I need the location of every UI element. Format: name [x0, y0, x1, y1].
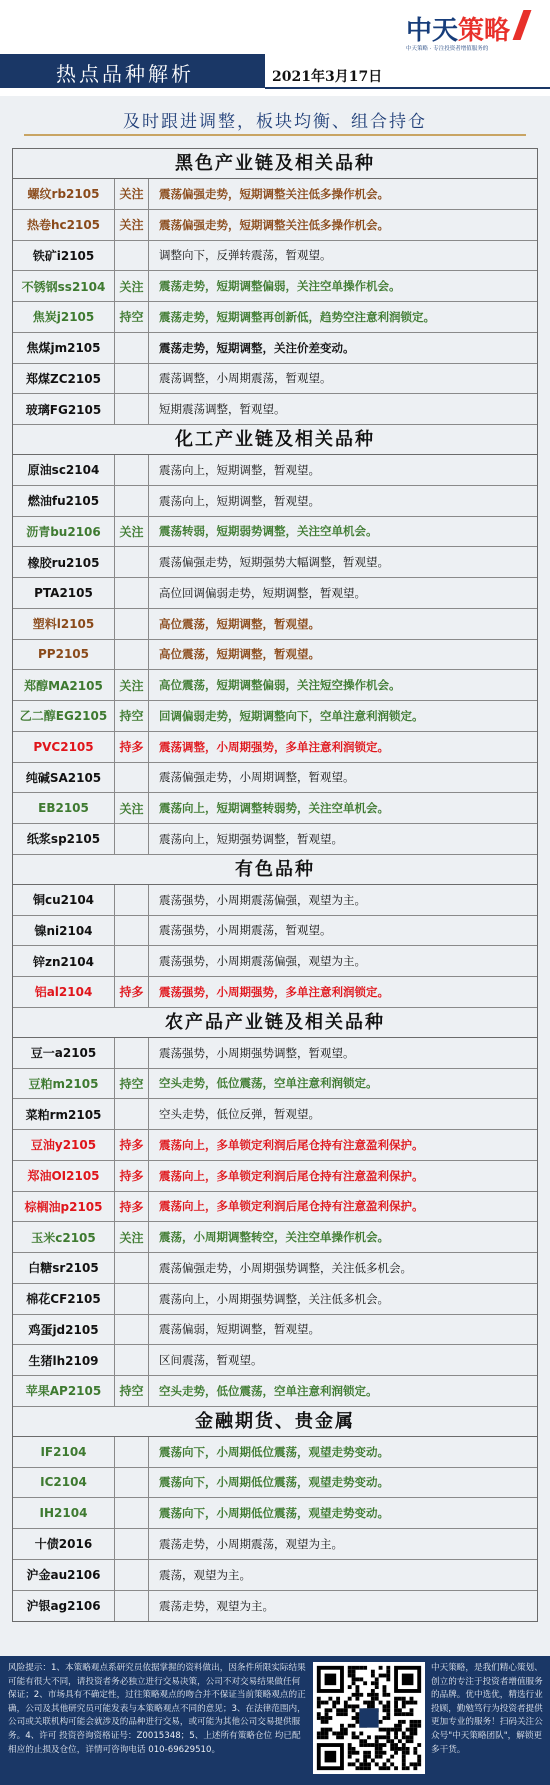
table-row	[13, 885, 537, 916]
contract-name: 铁矿i2105	[13, 241, 115, 271]
analysis-text: 震荡向上，小周期强势调整，关注低多机会。	[159, 1291, 389, 1306]
contract-name: 沪金au2106	[13, 1560, 115, 1590]
contract-name: IF2104	[13, 1437, 115, 1467]
analysis-text: 回调偏弱走势，短期调整向下，空单注意利润锁定。	[159, 708, 424, 723]
table-row	[13, 1560, 537, 1591]
analysis-text: 震荡强势，小周期震荡偏强，观望为主。	[159, 892, 366, 907]
analysis-text: 震荡转弱，短期弱势调整，关注空单机会。	[159, 524, 378, 539]
table-row	[13, 640, 537, 671]
analysis-text: 震荡向上，短期调整转弱势，关注空单机会。	[159, 801, 389, 816]
table-row	[13, 302, 537, 333]
position-tag	[115, 455, 149, 485]
position-tag	[115, 609, 149, 639]
brand-about: 中天策略，是我们精心策划、创立的专注于投资者增值服务的品牌。优中选优，精选行业投顾，勤勉笃行为投资者提供更加专业的服务！扫码关注公众号"中天策略团队"，解锁更多干货。	[431, 1663, 543, 1755]
table-row	[13, 793, 537, 824]
position-tag	[115, 241, 149, 271]
position-tag	[115, 394, 149, 424]
contract-name: 焦炭j2105	[13, 302, 115, 332]
analysis-text: 震荡，小周期调整转空，关注空单操作机会。	[159, 1230, 389, 1245]
position-tag	[115, 486, 149, 516]
analysis-text: 震荡向上，短期强势调整，暂观望。	[159, 831, 343, 846]
position-tag	[115, 1468, 149, 1498]
table-row	[13, 1161, 537, 1192]
analysis-text: 震荡向上，短期调整，暂观望。	[159, 462, 320, 477]
table-row	[13, 701, 537, 732]
table-row	[13, 732, 537, 763]
table-row	[13, 1099, 537, 1130]
page-title: 热点品种解析	[56, 62, 194, 86]
position-tag: 持空	[115, 701, 149, 731]
analysis-text: 震荡偏强走势，小周期强势调整，关注低多机会。	[159, 1260, 412, 1275]
contract-name: 焦煤jm2105	[13, 333, 115, 363]
table-row	[13, 1038, 537, 1069]
contract-name: 纸浆sp2105	[13, 824, 115, 854]
analysis-text: 震荡向上，多单锁定利润后尾仓持有注意盈利保护。	[159, 1137, 424, 1152]
logo-tagline: 中天策略 · 专注投资者增值服务的	[406, 46, 489, 52]
position-tag: 关注	[115, 1222, 149, 1252]
position-tag	[115, 916, 149, 946]
table-row	[13, 271, 537, 302]
analysis-text: 调整向下，反弹转震荡，暂观望。	[159, 248, 332, 263]
position-tag	[115, 1345, 149, 1375]
position-tag	[115, 1315, 149, 1345]
table-row	[13, 547, 537, 578]
contract-name: 生猪lh2109	[13, 1345, 115, 1375]
table-row	[13, 179, 537, 210]
analysis-text: 震荡向上，短期调整，暂观望。	[159, 493, 320, 508]
analysis-text: 高位回调偏弱走势，短期调整，暂观望。	[159, 585, 366, 600]
section-header: 有色品种	[13, 855, 537, 885]
table-row	[13, 1069, 537, 1100]
analysis-text: 震荡调整，小周期震荡，暂观望。	[159, 371, 332, 386]
analysis-text: 高位震荡，短期调整，暂观望。	[159, 647, 320, 662]
position-tag	[115, 1498, 149, 1528]
position-tag: 关注	[115, 793, 149, 823]
header	[0, 0, 550, 96]
qr-code-icon	[313, 1662, 425, 1774]
contract-name: 铝al2104	[13, 977, 115, 1007]
analysis-text: 震荡调整，小周期强势，多单注意利润锁定。	[159, 739, 389, 754]
contract-name: 塑料l2105	[13, 609, 115, 639]
contract-name: IC2104	[13, 1468, 115, 1498]
contract-name: 郑煤ZC2105	[13, 364, 115, 394]
analysis-text: 短期震荡调整，暂观望。	[159, 402, 286, 417]
contract-name: 十债2016	[13, 1529, 115, 1559]
contract-name: 镍ni2104	[13, 916, 115, 946]
table-row	[13, 1437, 537, 1468]
position-tag	[115, 885, 149, 915]
contract-name: 豆粕m2105	[13, 1069, 115, 1099]
analysis-text: 震荡走势，短期调整偏弱，关注空单操作机会。	[159, 279, 401, 294]
contract-name: 沥青bu2106	[13, 517, 115, 547]
contract-name: 豆油y2105	[13, 1130, 115, 1160]
table-row	[13, 1284, 537, 1315]
analysis-text: 震荡，观望为主。	[159, 1567, 251, 1582]
report-date: 2021年3月17日	[272, 69, 383, 85]
analysis-text: 震荡强势，小周期强势，多单注意利润锁定。	[159, 984, 389, 999]
table-row	[13, 946, 537, 977]
table-row	[13, 1130, 537, 1161]
contract-name: 苹果AP2105	[13, 1376, 115, 1406]
position-tag	[115, 1529, 149, 1559]
contract-name: 纯碱SA2105	[13, 763, 115, 793]
table-row	[13, 977, 537, 1008]
contract-name: 郑醇MA2105	[13, 670, 115, 700]
logo-slash-icon	[513, 10, 532, 40]
contract-name: EB2105	[13, 793, 115, 823]
contract-name: 原油sc2104	[13, 455, 115, 485]
position-tag	[115, 946, 149, 976]
table-row	[13, 364, 537, 395]
position-tag: 持空	[115, 302, 149, 332]
table-row	[13, 1192, 537, 1223]
position-tag	[115, 1253, 149, 1283]
position-tag	[115, 1284, 149, 1314]
table-row	[13, 1468, 537, 1499]
contract-name: 沪银ag2106	[13, 1591, 115, 1622]
position-tag: 关注	[115, 179, 149, 209]
position-tag: 持多	[115, 1130, 149, 1160]
title-banner	[0, 54, 265, 88]
footer	[0, 1656, 550, 1785]
analysis-text: 高位震荡，短期调整偏弱，关注短空操作机会。	[159, 678, 401, 693]
position-tag: 持多	[115, 977, 149, 1007]
position-tag	[115, 1099, 149, 1129]
contract-name: 豆一a2105	[13, 1038, 115, 1068]
contract-name: PVC2105	[13, 732, 115, 762]
contract-name: 白糖sr2105	[13, 1253, 115, 1283]
position-tag	[115, 333, 149, 363]
position-tag	[115, 1038, 149, 1068]
contract-name: 棕榈油p2105	[13, 1192, 115, 1222]
table-row	[13, 455, 537, 486]
position-tag	[115, 364, 149, 394]
divider	[265, 87, 550, 89]
slogan-divider	[24, 134, 526, 136]
contract-name: 不锈钢ss2104	[13, 271, 115, 301]
analysis-text: 震荡走势，观望为主。	[159, 1598, 274, 1613]
analysis-text: 空头走势，低位震荡，空单注意利润锁定。	[159, 1076, 378, 1091]
risk-disclaimer: 风险提示：1、本策略观点系研究员依据掌握的资料做出，因条件所限实际结果可能有很大不同，请投资者务必独立进行交易决策，公司不对交易结果做任何保证；2、市场具有不确定性，过往策略观点的吻合并不保证当前策略观点的正确，公司及其他研究员可能发表与本策略观点不同的意见；3、在法律范围内，公司或关联机构可能会就涉及的品种进行交易，或可能为其他公司交易提供服务。4、许可 投资咨询资格证号：Z0015348；5、上述所有策略仓位 均已配相应的止损及仓位，详情可咨询电话 010-69629510。	[8, 1663, 306, 1755]
table-row	[13, 394, 537, 425]
table-row	[13, 1222, 537, 1253]
position-tag: 关注	[115, 210, 149, 240]
table-row	[13, 210, 537, 241]
contract-name: 燃油fu2105	[13, 486, 115, 516]
main-content	[0, 96, 550, 1656]
analysis-text: 震荡强势，小周期强势调整，暂观望。	[159, 1045, 355, 1060]
section-header: 化工产业链及相关品种	[13, 425, 537, 455]
position-tag	[115, 1560, 149, 1590]
table-row	[13, 1591, 537, 1622]
brand-logo	[400, 10, 528, 56]
analysis-text: 区间震荡，暂观望。	[159, 1353, 263, 1368]
position-tag	[115, 1437, 149, 1467]
analysis-text: 震荡走势，小周期震荡，观望为主。	[159, 1536, 343, 1551]
analysis-text: 震荡偏强走势，短期强势大幅调整，暂观望。	[159, 555, 389, 570]
position-tag: 持空	[115, 1376, 149, 1406]
table-row	[13, 1498, 537, 1529]
analysis-text: 空头走势，低位震荡，空单注意利润锁定。	[159, 1383, 378, 1398]
table-row	[13, 1376, 537, 1407]
position-tag	[115, 578, 149, 608]
position-tag: 持多	[115, 732, 149, 762]
contract-name: 玻璃FG2105	[13, 394, 115, 424]
section-header: 金融期货、贵金属	[13, 1407, 537, 1437]
analysis-text: 震荡向下，小周期低位震荡，观望走势变动。	[159, 1475, 389, 1490]
contract-name: 乙二醇EG2105	[13, 701, 115, 731]
table-row	[13, 1253, 537, 1284]
analysis-text: 震荡偏强走势，短期调整关注低多操作机会。	[159, 186, 389, 201]
contract-name: 玉米c2105	[13, 1222, 115, 1252]
position-tag	[115, 824, 149, 854]
position-tag: 关注	[115, 517, 149, 547]
analysis-text: 空头走势，低位反弹，暂观望。	[159, 1107, 320, 1122]
analysis-text: 震荡走势，短期调整再创新低，趋势空注意利润锁定。	[159, 309, 435, 324]
analysis-text: 震荡向上，多单锁定利润后尾仓持有注意盈利保护。	[159, 1168, 424, 1183]
table-row	[13, 517, 537, 548]
contract-name: 鸡蛋jd2105	[13, 1315, 115, 1345]
table-row	[13, 1529, 537, 1560]
position-tag	[115, 640, 149, 670]
section-header: 农产品产业链及相关品种	[13, 1008, 537, 1038]
contract-name: PP2105	[13, 640, 115, 670]
position-tag: 持空	[115, 1069, 149, 1099]
analysis-text: 震荡强势，小周期震荡偏强，观望为主。	[159, 954, 366, 969]
table-row	[13, 763, 537, 794]
position-tag	[115, 547, 149, 577]
position-tag	[115, 1591, 149, 1622]
analysis-text: 震荡强势，小周期震荡，暂观望。	[159, 923, 332, 938]
analysis-text: 震荡偏强走势，短期调整关注低多操作机会。	[159, 217, 389, 232]
analysis-table	[12, 148, 538, 1622]
table-row	[13, 670, 537, 701]
contract-name: 棉花CF2105	[13, 1284, 115, 1314]
contract-name: 菜粕rm2105	[13, 1099, 115, 1129]
analysis-text: 震荡向下，小周期低位震荡，观望走势变动。	[159, 1444, 389, 1459]
logo-text: 中天策略	[406, 16, 511, 46]
analysis-text: 震荡向上，多单锁定利润后尾仓持有注意盈利保护。	[159, 1199, 424, 1214]
position-tag: 持多	[115, 1161, 149, 1191]
table-row	[13, 916, 537, 947]
position-tag	[115, 763, 149, 793]
analysis-text: 震荡偏强走势，小周期调整，暂观望。	[159, 770, 355, 785]
analysis-text: 震荡走势，短期调整，关注价差变动。	[159, 340, 355, 355]
contract-name: IH2104	[13, 1498, 115, 1528]
section-header: 黑色产业链及相关品种	[13, 149, 537, 179]
analysis-text: 高位震荡，短期调整，暂观望。	[159, 616, 320, 631]
table-row	[13, 578, 537, 609]
analysis-text: 震荡向下，小周期低位震荡，观望走势变动。	[159, 1506, 389, 1521]
table-row	[13, 333, 537, 364]
table-row	[13, 241, 537, 272]
contract-name: 锌zn2104	[13, 946, 115, 976]
position-tag: 关注	[115, 670, 149, 700]
table-row	[13, 486, 537, 517]
position-tag: 持多	[115, 1192, 149, 1222]
analysis-text: 震荡偏弱，短期调整，暂观望。	[159, 1322, 320, 1337]
table-row	[13, 1315, 537, 1346]
table-row	[13, 824, 537, 855]
contract-name: 橡胶ru2105	[13, 547, 115, 577]
contract-name: PTA2105	[13, 578, 115, 608]
table-row	[13, 1345, 537, 1376]
contract-name: 郑油OI2105	[13, 1161, 115, 1191]
position-tag: 关注	[115, 271, 149, 301]
contract-name: 螺纹rb2105	[13, 179, 115, 209]
slogan: 及时跟进调整，板块均衡、组合持仓	[123, 112, 427, 132]
contract-name: 热卷hc2105	[13, 210, 115, 240]
table-row	[13, 609, 537, 640]
contract-name: 铜cu2104	[13, 885, 115, 915]
